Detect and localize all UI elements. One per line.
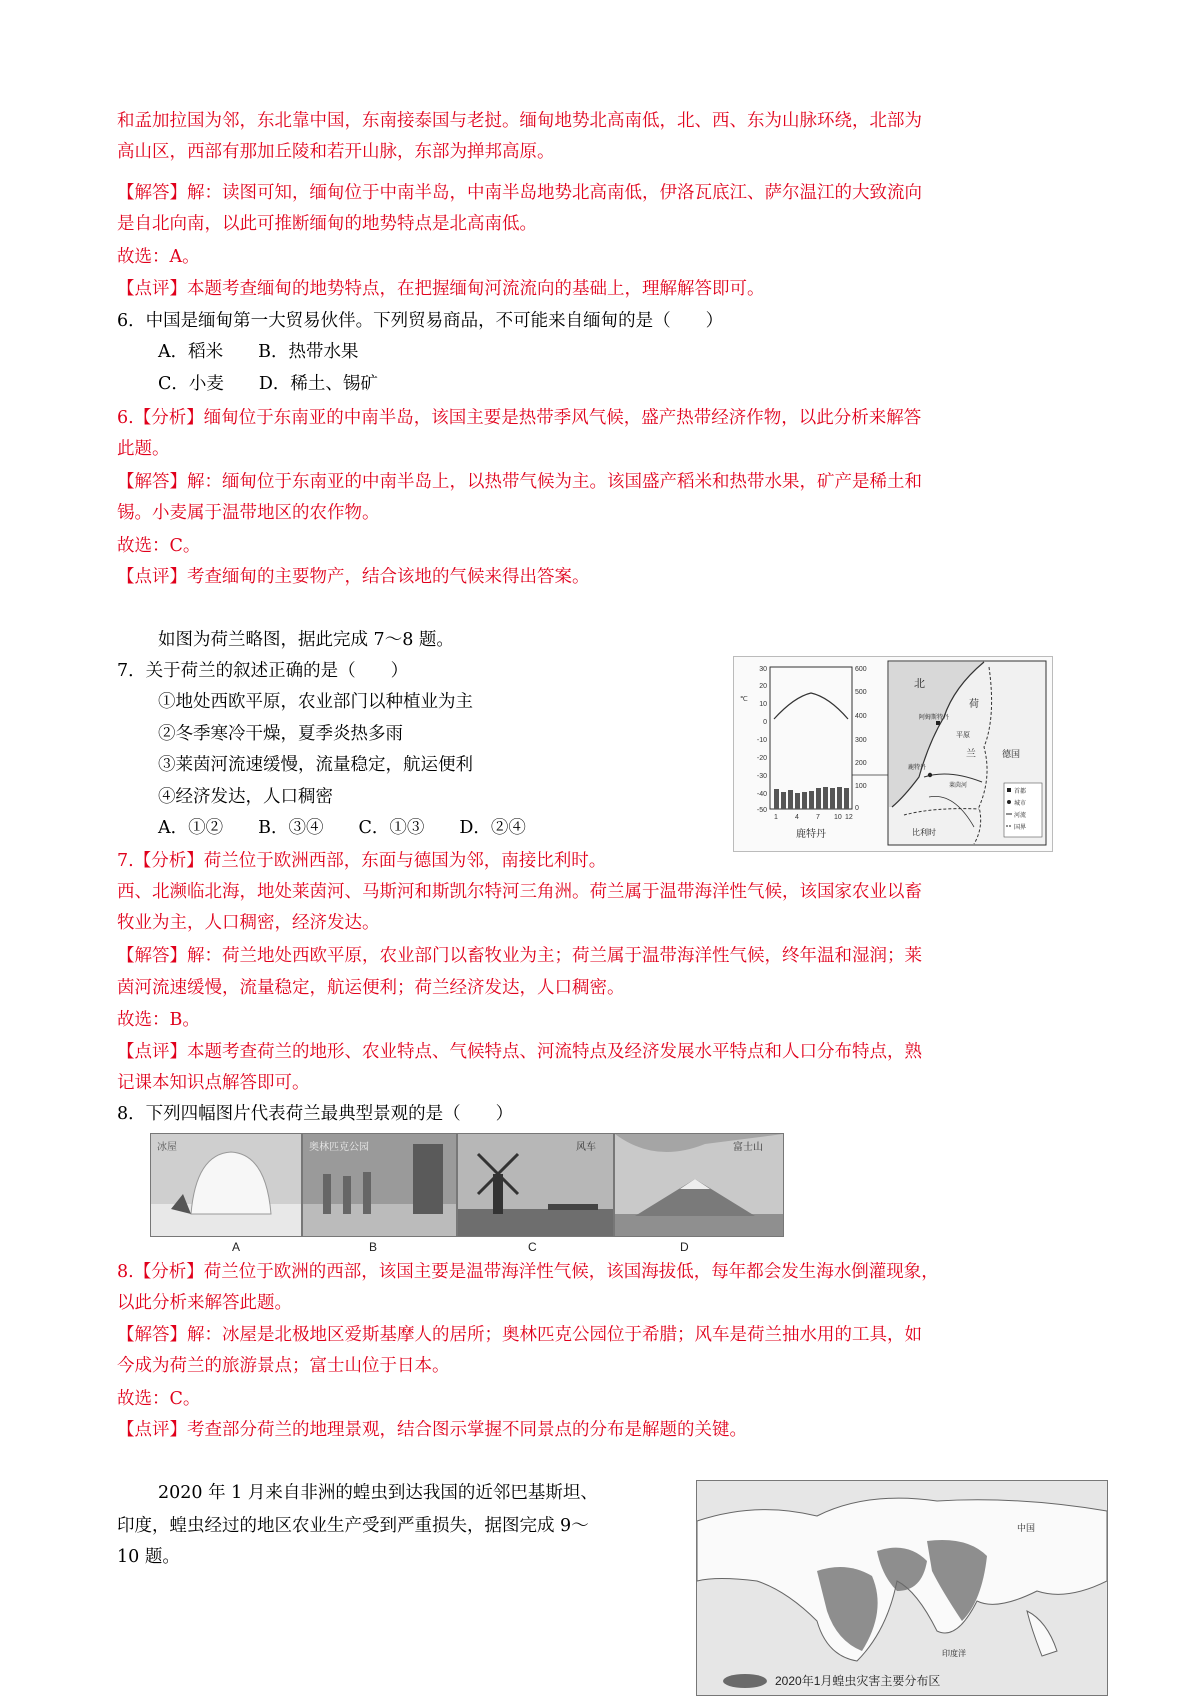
text-line: 【点评】考查缅甸的主要物产，结合该地的气候来得出答案。 [117,567,590,587]
text-line: 【解答】解：缅甸位于东南亚的中南半岛上，以热带气候为主。该国盛产稻米和热带水果，矿产是稀土和 [117,472,922,492]
question-6-options-ab: A．稻米 B．热带水果 [158,342,359,362]
question-7-item: ③莱茵河流速缓慢，流量稳定，航运便利 [158,755,473,775]
temp-axis [757,666,767,814]
text-line: 故选：B。 [117,1010,200,1030]
temp-unit: ℃ [740,696,748,703]
text-line: 【点评】本题考查缅甸的地势特点，在把握缅甸河流流向的基础上，理解解答即可。 [117,279,765,299]
precip-bar [830,788,835,809]
text-line: 高山区，西部有那加丘陵和若开山脉，东部为掸邦高原。 [117,142,555,162]
temp-tick: 10 [759,701,767,708]
temp-tick: 0 [763,719,767,726]
precip-bar [781,792,786,809]
text-line: 锡。小麦属于温带地区的农作物。 [117,503,380,523]
legend-capital-symbol [1007,788,1011,792]
city-label: 鹿特丹 [908,765,927,771]
question-7-item: ②冬季寒冷干燥，夏季炎热多雨 [158,724,403,744]
precip-bar [788,790,793,809]
question-7: 7．关于荷兰的叙述正确的是（ ） [117,661,409,681]
china-label: 中国 [1017,1523,1036,1533]
text-line: 和孟加拉国为邻，东北靠中国，东南接泰国与老挝。缅甸地势北高南低，北、西、东为山脉环绕，北部为 [117,111,922,131]
photo-c [457,1133,614,1237]
sea-label: 北 [914,678,925,690]
intro-9-10: 10 题。 [117,1547,180,1567]
precip-bar [809,791,814,809]
photo-a [150,1133,302,1237]
question-7-item: ①地处西欧平原，农业部门以种植业为主 [158,692,473,712]
text-line: 记课本知识点解答即可。 [117,1073,310,1093]
precip-tick: 600 [855,666,867,673]
temp-tick: -10 [756,737,767,744]
text-line: 茵河流速缓慢，流量稳定，航运便利；荷兰经济发达，人口稠密。 [117,978,625,998]
plain-label: 平原 [956,732,970,739]
country-label: 兰 [966,749,976,760]
precip-bar [802,792,807,809]
precip-tick: 0 [855,805,859,812]
text-line: 【解答】解：读图可知，缅甸位于中南半岛，中南半岛地势北高南低，伊洛瓦底江、萨尔温江的大致流向 [117,183,922,203]
legend-city-symbol [1007,800,1011,804]
question-6: 6．中国是缅甸第一大贸易伙伴。下列贸易商品，不可能来自缅甸的是（ ） [117,311,724,331]
legend-symbol [723,1674,767,1688]
month-tick: 10 [834,814,842,821]
legend-item: 城市 [1014,801,1027,807]
text-line: 故选：C。 [117,1389,201,1409]
text-line: 【点评】考查部分荷兰的地理景观，结合图示掌握不同景点的分布是解题的关键。 [117,1420,747,1440]
text-line: 以此分析来解答此题。 [117,1293,292,1313]
photo-label: D [680,1240,689,1254]
temp-tick: -40 [756,791,767,798]
text-line: 【解答】解：荷兰地处西欧平原，农业部门以畜牧业为主；荷兰属于温带海洋性气候，终年温和湿润；莱 [117,946,922,966]
text-line: 8.【分析】荷兰位于欧洲的西部，该国主要是温带海洋性气候，该国海拔低，每年都会发生海水倒灌现象， [117,1262,939,1282]
capital-marker [936,721,940,725]
belgium-label: 比利时 [912,828,936,837]
locust-map-svg [697,1481,1107,1695]
precip-bar [795,793,800,809]
month-tick: 12 [845,814,853,821]
text-line: 【点评】本题考查荷兰的地形、农业特点、气候特点、河流特点及经济发展水平特点和人口分布特点，熟 [117,1042,922,1062]
question-8: 8．下列四幅图片代表荷兰最典型景观的是（ ） [117,1104,514,1124]
month-tick: 7 [816,814,820,821]
month-tick: 1 [774,814,778,821]
ocean-label: 印度洋 [942,1649,966,1658]
precip-axis [855,666,867,812]
precip-tick: 200 [855,760,867,767]
precip-bar [774,789,779,809]
capital-label: 阿姆斯特丹 [919,715,950,721]
text-line: 牧业为主，人口稠密，经济发达。 [117,913,380,933]
photo-tag: 风车 [576,1142,596,1153]
temp-tick: -30 [756,773,767,780]
photo-label: B [369,1240,378,1254]
month-tick: 4 [795,814,799,821]
text-line: 7.【分析】荷兰位于欧洲西部，东面与德国为邻，南接比利时。 [117,851,607,871]
precip-tick: 500 [855,689,867,696]
question-6-options-cd: C．小麦 D．稀土、锡矿 [158,374,378,394]
country-label: 荷 [969,699,979,710]
netherlands-figure-svg [734,657,1052,851]
legend-item: 河流 [1014,813,1027,819]
precip-bar [844,788,849,809]
precip-bar [823,787,828,809]
precip-tick: 300 [855,737,867,744]
photo-label: C [528,1240,537,1254]
text-line: 西、北濒临北海，地处莱茵河、马斯河和斯凯尔特河三角洲。荷兰属于温带海洋性气候，该国家农业以畜 [117,882,922,902]
intro-9-10: 2020 年 1 月来自非洲的蝗虫到达我国的近邻巴基斯坦、 [158,1483,598,1503]
text-line: 故选：A。 [117,247,200,267]
text-line: 此题。 [117,439,170,459]
temperature-curve [774,693,848,719]
precipitation-bars [774,787,849,809]
text-line: 故选：C。 [117,536,201,556]
intro-7-8: 如图为荷兰略图，据此完成 7～8 题。 [158,630,454,650]
locust-map-caption: 2020年1月蝗虫灾害主要分布区 [775,1674,941,1688]
text-line: 今成为荷兰的旅游景点；富士山位于日本。 [117,1356,450,1376]
text-line: 是自北向南，以此可推断缅甸的地势特点是北高南低。 [117,214,537,234]
temp-tick: -20 [756,755,767,762]
precip-tick: 100 [855,783,867,790]
text-line: 6.【分析】缅甸位于东南亚的中南半岛，该国主要是热带季风气候，盛产热带经济作物，以此分析来解答 [117,408,922,428]
city-marker [928,773,932,777]
legend-item: 国界 [1014,825,1027,831]
netherlands-figure [733,656,1053,852]
question-7-item: ④经济发达，人口稠密 [158,787,333,807]
photo-tag: 冰屋 [157,1142,177,1153]
text-line: 【解答】解：冰屋是北极地区爱斯基摩人的居所；奥林匹克公园位于希腊；风车是荷兰抽水用的工具，如 [117,1325,922,1345]
temp-tick: 30 [759,666,767,673]
photo-tag: 富士山 [733,1142,763,1153]
intro-9-10: 印度，蝗虫经过的地区农业生产受到严重损失，据图完成 9～ [117,1516,589,1536]
precip-tick: 400 [855,713,867,720]
legend-item: 首都 [1014,789,1027,795]
photo-b [302,1133,457,1237]
question-7-options: A．①② B．③④ C．①③ D．②④ [158,818,526,838]
germany-label: 德国 [1002,749,1021,759]
locust-map [696,1480,1108,1696]
photo-tag: 奥林匹克公园 [309,1142,369,1153]
climate-city-label: 鹿特丹 [796,829,826,840]
precip-bar [816,788,821,809]
photo-label: A [232,1240,241,1254]
river-label: 莱茵河 [949,783,968,789]
precip-bar [837,787,842,809]
photo-d [614,1133,784,1237]
temp-tick: 20 [759,683,767,690]
temp-tick: -50 [756,807,767,814]
month-axis [774,814,853,821]
